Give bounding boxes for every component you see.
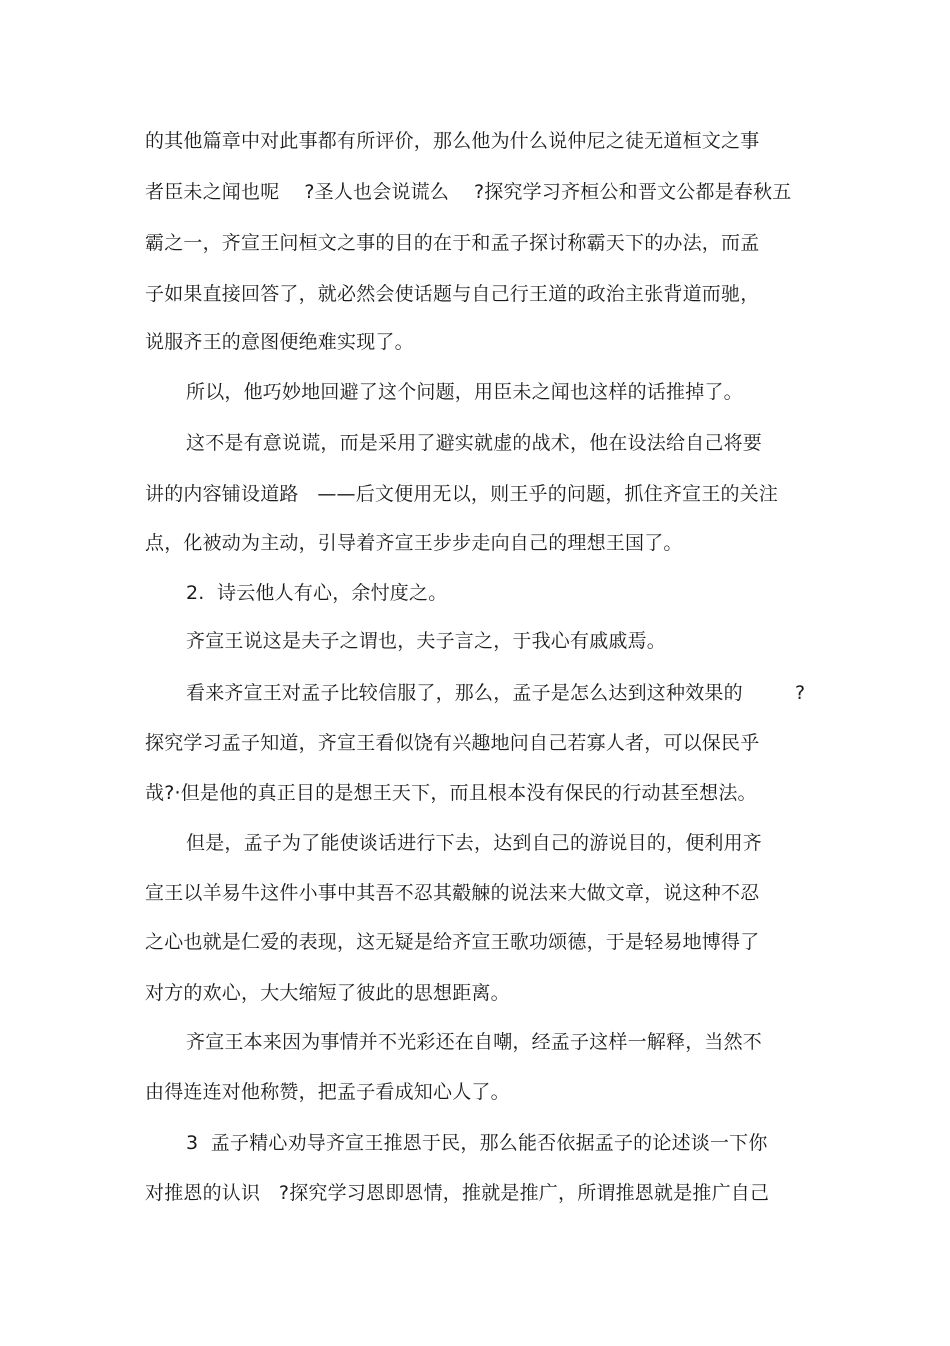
text-line: 子如果直接回答了，就必然会使话题与自己行王道的政治主张背道而驰， (145, 283, 760, 305)
text-line: 这不是有意说谎，而是采用了避实就虚的战术，他在设法给自己将要 (186, 432, 763, 454)
text-line: 讲的内容铺设道路 ——后文便用无以，则王乎的问题，抓住齐宣王的关注 (145, 483, 779, 505)
text-line: 齐宣王本来因为事情并不光彩还在自嘲，经孟子这样一解释，当然不 (186, 1031, 763, 1053)
text-line: 所以，他巧妙地回避了这个问题，用臣未之闻也这样的话推掉了。 (186, 381, 743, 403)
text-line: 哉?·但是他的真正目的是想王天下，而且根本没有保民的行动甚至想法。 (145, 782, 757, 804)
text-line: 看来齐宣王对孟子比较信服了，那么，孟子是怎么达到这种效果的 (186, 682, 743, 704)
text-line-question-mark: ? (795, 682, 806, 704)
text-line: 之心也就是仁爱的表现，这无疑是给齐宣王歌功颂德，于是轻易地博得了 (145, 931, 760, 953)
text-line: 宣王以羊易牛这件小事中其吾不忍其觳觫的说法来大做文章，说这种不忍 (145, 882, 760, 904)
text-line: 齐宣王说这是夫子之谓也，夫子言之，于我心有戚戚焉。 (186, 630, 667, 652)
text-line: 对方的欢心，大大缩短了彼此的思想距离。 (145, 982, 510, 1004)
text-line: 对推恩的认识 ?探究学习恩即恩情，推就是推广，所谓推恩就是推广自己 (145, 1182, 770, 1204)
text-line: 3 孟子精心劝导齐宣王推恩于民，那么能否依据孟子的论述谈一下你 (186, 1132, 768, 1154)
text-line: 霸之一，齐宣王问桓文之事的目的在于和孟子探讨称霸天下的办法，而孟 (145, 232, 760, 254)
text-line: 点，化被动为主动，引导着齐宣王步步走向自己的理想王国了。 (145, 532, 683, 554)
text-line: 但是，孟子为了能使谈话进行下去，达到自己的游说目的，便利用齐 (186, 832, 763, 854)
text-line: 的其他篇章中对此事都有所评价，那么他为什么说仲尼之徒无道桓文之事 (145, 130, 760, 152)
text-line: 者臣未之闻也呢 ?圣人也会说谎么 ?探究学习齐桓公和晋文公都是春秋五 (145, 181, 792, 203)
text-line: 探究学习孟子知道，齐宣王看似饶有兴趣地问自己若寡人者，可以保民乎 (145, 732, 760, 754)
text-line: 2. 诗云他人有心，余忖度之。 (186, 582, 448, 604)
text-line: 说服齐王的意图便绝难实现了。 (145, 331, 414, 353)
text-line: 由得连连对他称赞，把孟子看成知心人了。 (145, 1081, 510, 1103)
